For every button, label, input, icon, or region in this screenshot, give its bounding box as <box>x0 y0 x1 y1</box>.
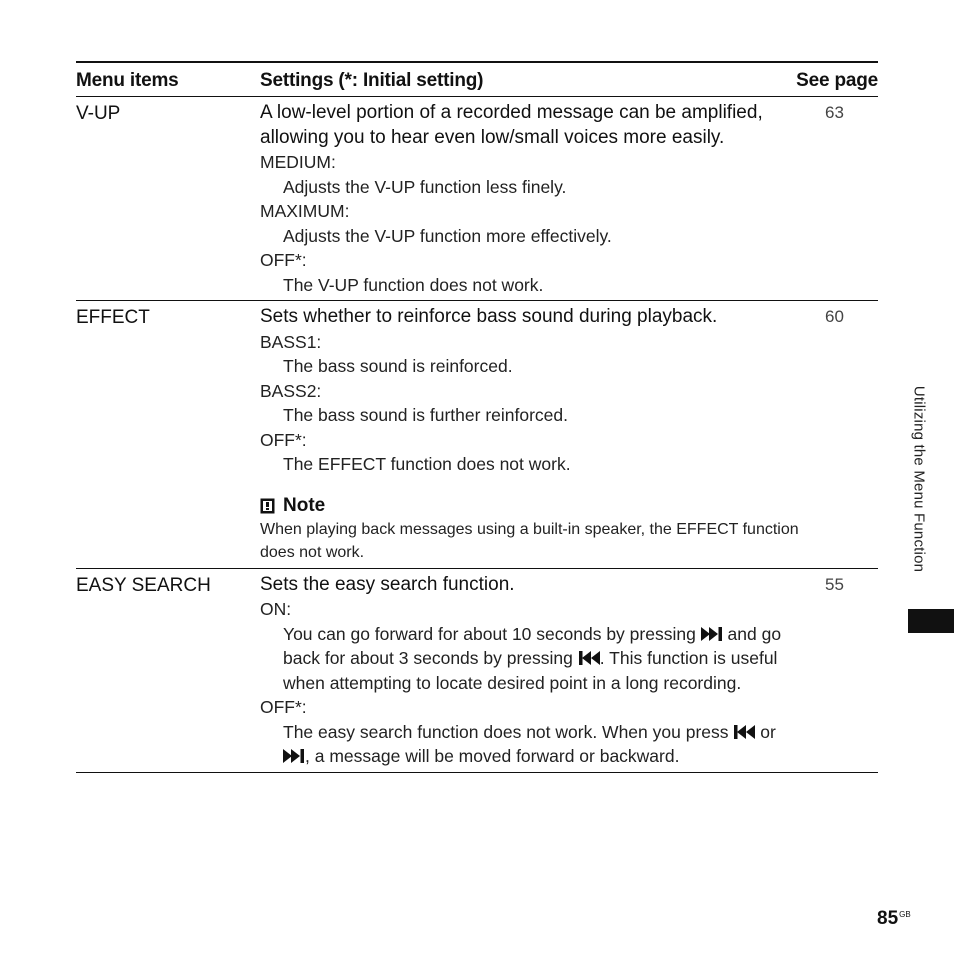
effect-description: Sets whether to reinforce bass sound during playback. <box>260 306 718 327</box>
option-name: MAXIMUM: <box>260 201 350 221</box>
v-up-description: A low-level portion of a recorded message can be amplified, allowing you to hear even low/small voices more easily. <box>260 102 763 148</box>
note-icon <box>260 498 275 514</box>
section-label: Utilizing the Menu Function <box>910 385 928 573</box>
page-ref-easy-search: 55 <box>825 574 844 594</box>
easy-search-description: Sets the easy search function. <box>260 573 515 595</box>
text-segment: You can go forward for about 10 seconds by pressing <box>283 623 701 644</box>
settings-v-up <box>260 97 800 300</box>
option-name: MEDIUM: <box>260 152 336 172</box>
table-row-easy-search <box>76 569 878 773</box>
option-description: Adjusts the V-UP function more effectively. <box>283 225 612 246</box>
header-menu-items: Menu items <box>76 70 179 91</box>
section-marker-block <box>908 609 954 633</box>
header-settings: Settings (*: Initial setting) <box>260 70 484 91</box>
option-description <box>260 622 800 696</box>
option-name: OFF*: <box>260 697 307 717</box>
menu-item-easy-search: EASY SEARCH <box>76 574 211 596</box>
page-ref-effect: 60 <box>825 307 844 326</box>
header-see-page: See page <box>796 70 878 91</box>
text-segment: or <box>755 721 776 742</box>
menu-item-v-up: V-UP <box>76 103 121 124</box>
option-description: The V-UP function does not work. <box>283 274 544 295</box>
option-description: The EFFECT function does not work. <box>283 454 571 474</box>
note-text: When playing back messages using a built-in speaker, the EFFECT function does not work. <box>260 520 799 561</box>
settings-easy-search <box>260 569 800 772</box>
option-name: BASS2: <box>260 380 322 401</box>
next-track-icon <box>283 749 305 763</box>
next-track-icon <box>701 627 723 641</box>
option-description: Adjusts the V-UP function less finely. <box>283 176 567 197</box>
section-side-tab <box>904 356 934 602</box>
text-segment: , a message will be moved forward or backward. <box>305 746 680 766</box>
option-name: ON: <box>260 599 292 619</box>
menu-item-effect: EFFECT <box>76 307 150 328</box>
option-description <box>260 720 800 769</box>
option-name: BASS1: <box>260 331 322 352</box>
page-region: GB <box>899 909 911 919</box>
menu-table <box>76 61 878 773</box>
page-number-value: 85 <box>877 908 899 929</box>
text-segment: The easy search function does not work. When you press <box>283 721 734 742</box>
table-header <box>76 63 878 97</box>
previous-track-icon <box>578 651 600 665</box>
option-name: OFF*: <box>260 250 307 270</box>
settings-effect <box>260 301 800 568</box>
previous-track-icon <box>733 725 755 739</box>
option-description: The bass sound is further reinforced. <box>283 405 569 425</box>
table-row-effect <box>76 301 878 569</box>
page-number <box>877 908 911 930</box>
text-segment: . This function is useful when attempting to locate desired point in a long recording. <box>283 648 778 693</box>
note-title: Note <box>283 494 326 516</box>
page-ref-v-up: 63 <box>825 103 844 122</box>
text-segment: and go back for about 3 seconds by pressing <box>283 623 782 668</box>
option-name: OFF*: <box>260 429 307 450</box>
table-row-v-up <box>76 97 878 301</box>
note-heading <box>260 494 800 518</box>
option-description: The bass sound is reinforced. <box>283 356 513 376</box>
